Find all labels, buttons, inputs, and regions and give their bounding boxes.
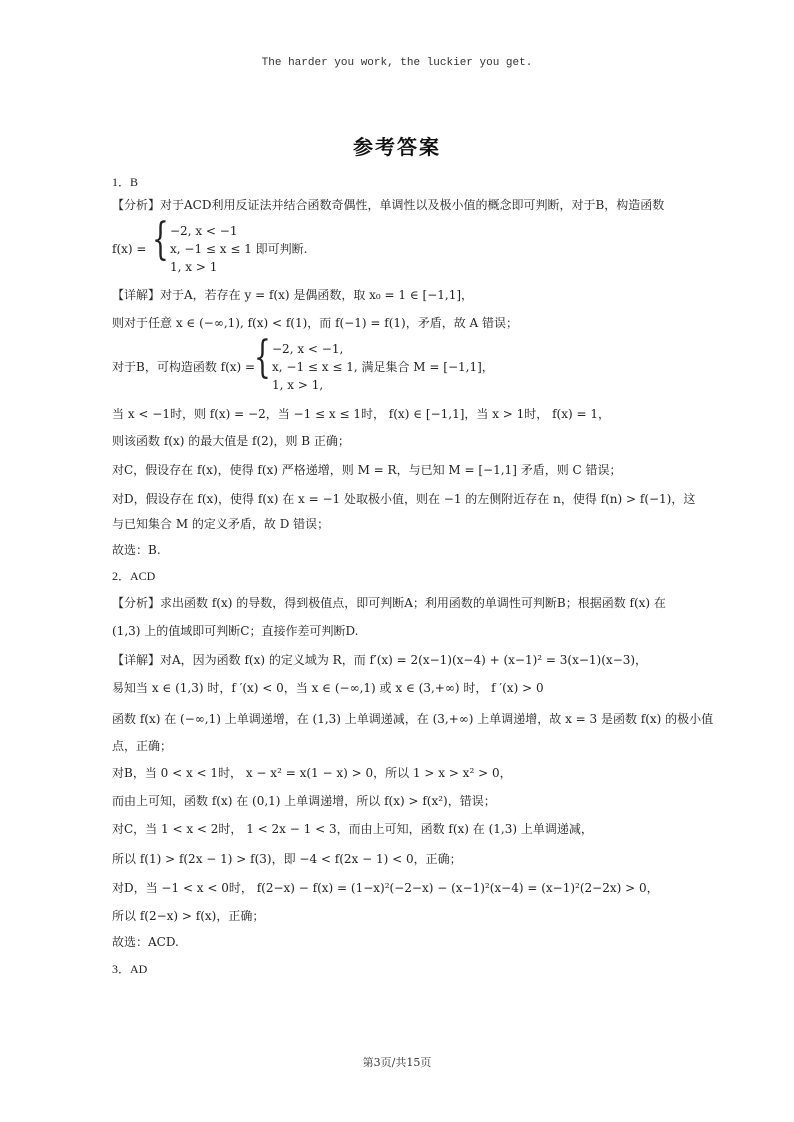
q1-number: 1．B — [112, 175, 139, 189]
q2-detail-d: 对D，当 −1 < x < 0时， f(2−x) − f(x) = (1−x)²(−2−x) − (x−1)²(x−4) = (x−1)²(2−2x) > 0， — [112, 881, 659, 895]
q2-detail-c: 对C，当 1 < x < 2时， 1 < 2x − 1 < 3，而由上可知，函数 f(x) 在 (1,3) 上单调递减， — [112, 822, 593, 836]
q1-analysis: 【分析】对于ACD利用反证法并结合函数奇偶性，单调性以及极小值的概念即可判断，对于B，构造函数 — [112, 198, 665, 212]
q2-analysis-2: (1,3) 上的值域即可判断C；直接作差可判断D. — [112, 624, 359, 638]
q2-detail-a-2: 易知当 x ∈ (1,3) 时，f ′(x) < 0，当 x ∈ (−∞,1) 或 x ∈ (3,+∞) 时， f ′(x) > 0 — [112, 681, 544, 695]
page-title: 参考答案 — [353, 135, 441, 159]
q2-detail-d-2: 所以 f(2−x) > f(x)，正确； — [112, 909, 265, 923]
q1-detail-d-2: 与已知集合 M 的定义矛盾，故 D 错误； — [112, 517, 330, 531]
q1-detail-a-2: 则对于任意 x ∈ (−∞,1), f(x) < f(1)，而 f(−1) = f(1)，矛盾，故 A 错误； — [112, 316, 519, 330]
q2-detail-a-3: 函数 f(x) 在 (−∞,1) 上单调递增，在 (1,3) 上单调递减，在 (3,+∞) 上单调递增，故 x = 3 是函数 f(x) 的极小值 — [112, 712, 714, 726]
brace-symbol: { — [152, 214, 169, 265]
q1-detail-d: 对D，假设存在 f(x)，使得 f(x) 在 x = −1 处取极小值，则在 −1 的左侧附近存在 n，使得 f(n) > f(−1)，这 — [112, 492, 696, 506]
q2-detail-a: 【详解】对A，因为函数 f(x) 的定义域为 R，而 f′(x) = 2(x−1)(x−4) + (x−1)² = 3(x−1)(x−3)， — [112, 653, 648, 667]
q2-detail-a-4: 点，正确； — [112, 739, 173, 753]
page-header-motto: The harder you work, the luckier you get. — [261, 57, 533, 69]
q2-detail-c-2: 所以 f(1) > f(2x − 1) > f(3)，即 −4 < f(2x − 1) < 0，正确； — [112, 852, 462, 866]
q2-detail-b: 对B，当 0 < x < 1时， x − x² = x(1 − x) > 0，所以 1 > x > x² > 0， — [112, 766, 512, 780]
q2-analysis: 【分析】求出函数 f(x) 的导数，得到极值点，即可判断A；利用函数的单调性可判断B；根据函数 f(x) 在 — [112, 596, 666, 610]
q1-detail-c: 对C，假设存在 f(x)，使得 f(x) 严格递增，则 M = R，与已知 M = [−1,1] 矛盾，则 C 错误； — [112, 463, 622, 477]
q2-answer: 故选：ACD. — [112, 935, 179, 949]
q1-detail-b-2: 则该函数 f(x) 的最大值是 f(2)，则 B 正确； — [112, 434, 350, 448]
q1-answer: 故选：B. — [112, 543, 161, 557]
page-footer: 第3页/共15页 — [362, 1056, 432, 1069]
q3-number: 3．AD — [112, 962, 148, 976]
q2-number: 2．ACD — [112, 569, 156, 583]
q1-detail-b: 当 x < −1时，则 f(x) = −2，当 −1 ≤ x ≤ 1时， f(x) ∈ [−1,1]，当 x > 1时， f(x) = 1， — [112, 407, 610, 421]
q2-detail-b-2: 而由上可知，函数 f(x) 在 (0,1) 上单调递增，所以 f(x) > f(x²)，错误； — [112, 794, 496, 808]
q1-detail-a: 【详解】对于A，若存在 y = f(x) 是偶函数，取 x₀ = 1 ∈ [−1,1]， — [112, 288, 474, 302]
brace-symbol: { — [254, 332, 271, 383]
